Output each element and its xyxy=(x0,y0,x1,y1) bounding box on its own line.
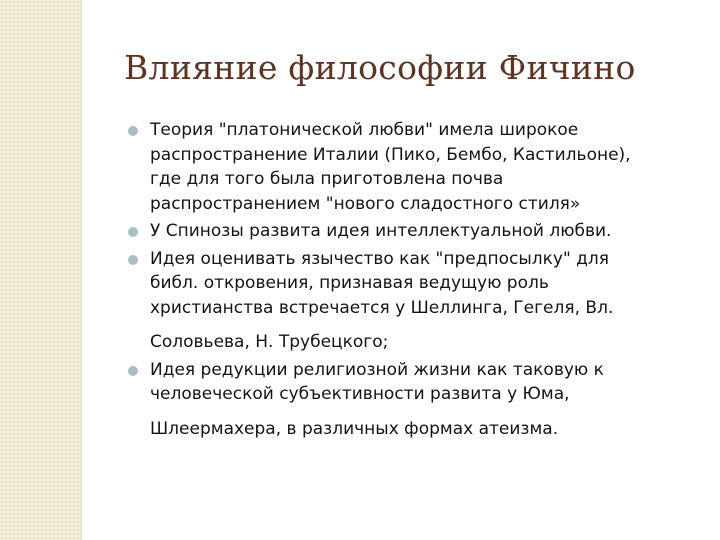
round-bullet-icon xyxy=(128,255,138,265)
slide-title: Влияние философии Фичино xyxy=(124,48,636,87)
text-line: христианства встречается у Шеллинга, Гегеля, Вл. xyxy=(150,297,614,318)
round-bullet-icon xyxy=(128,126,138,136)
text-line: Шлеермахера, в различных формах атеизма. xyxy=(150,418,559,439)
text-line: У Спинозы развита идея интеллектуальной любви. xyxy=(150,221,612,241)
bullet-text xyxy=(150,219,708,244)
text-line: библ. откровения, признавая ведущую роль xyxy=(150,273,549,293)
text-line: Идея редукции религиозной жизни как таковую к xyxy=(150,359,604,380)
bullet-text xyxy=(150,247,708,355)
text-line: распространением "нового сладостного стиля» xyxy=(150,193,581,214)
bullet-text xyxy=(150,358,708,442)
text-line: Идея оценивать язычество как "предпосылку" для xyxy=(150,248,610,269)
bullet-list xyxy=(128,118,708,444)
bullet-item xyxy=(128,219,708,244)
text-line: где для того была приготовлена почва xyxy=(150,169,504,189)
bullet-item xyxy=(128,358,708,442)
bullet-item xyxy=(128,118,708,216)
round-bullet-icon xyxy=(128,366,138,376)
text-line: Теория "платонической любви" имела широкое xyxy=(150,120,579,140)
bullet-item xyxy=(128,247,708,355)
round-bullet-icon xyxy=(128,227,138,237)
decorative-side-strip xyxy=(0,0,82,540)
bullet-text xyxy=(150,118,708,216)
text-line: человеческой субъективности развита у Юма, xyxy=(150,384,570,404)
text-line: распространение Италии (Пико, Бембо, Кастильоне), xyxy=(150,144,631,165)
text-line: Соловьева, Н. Трубецкого; xyxy=(150,332,389,352)
